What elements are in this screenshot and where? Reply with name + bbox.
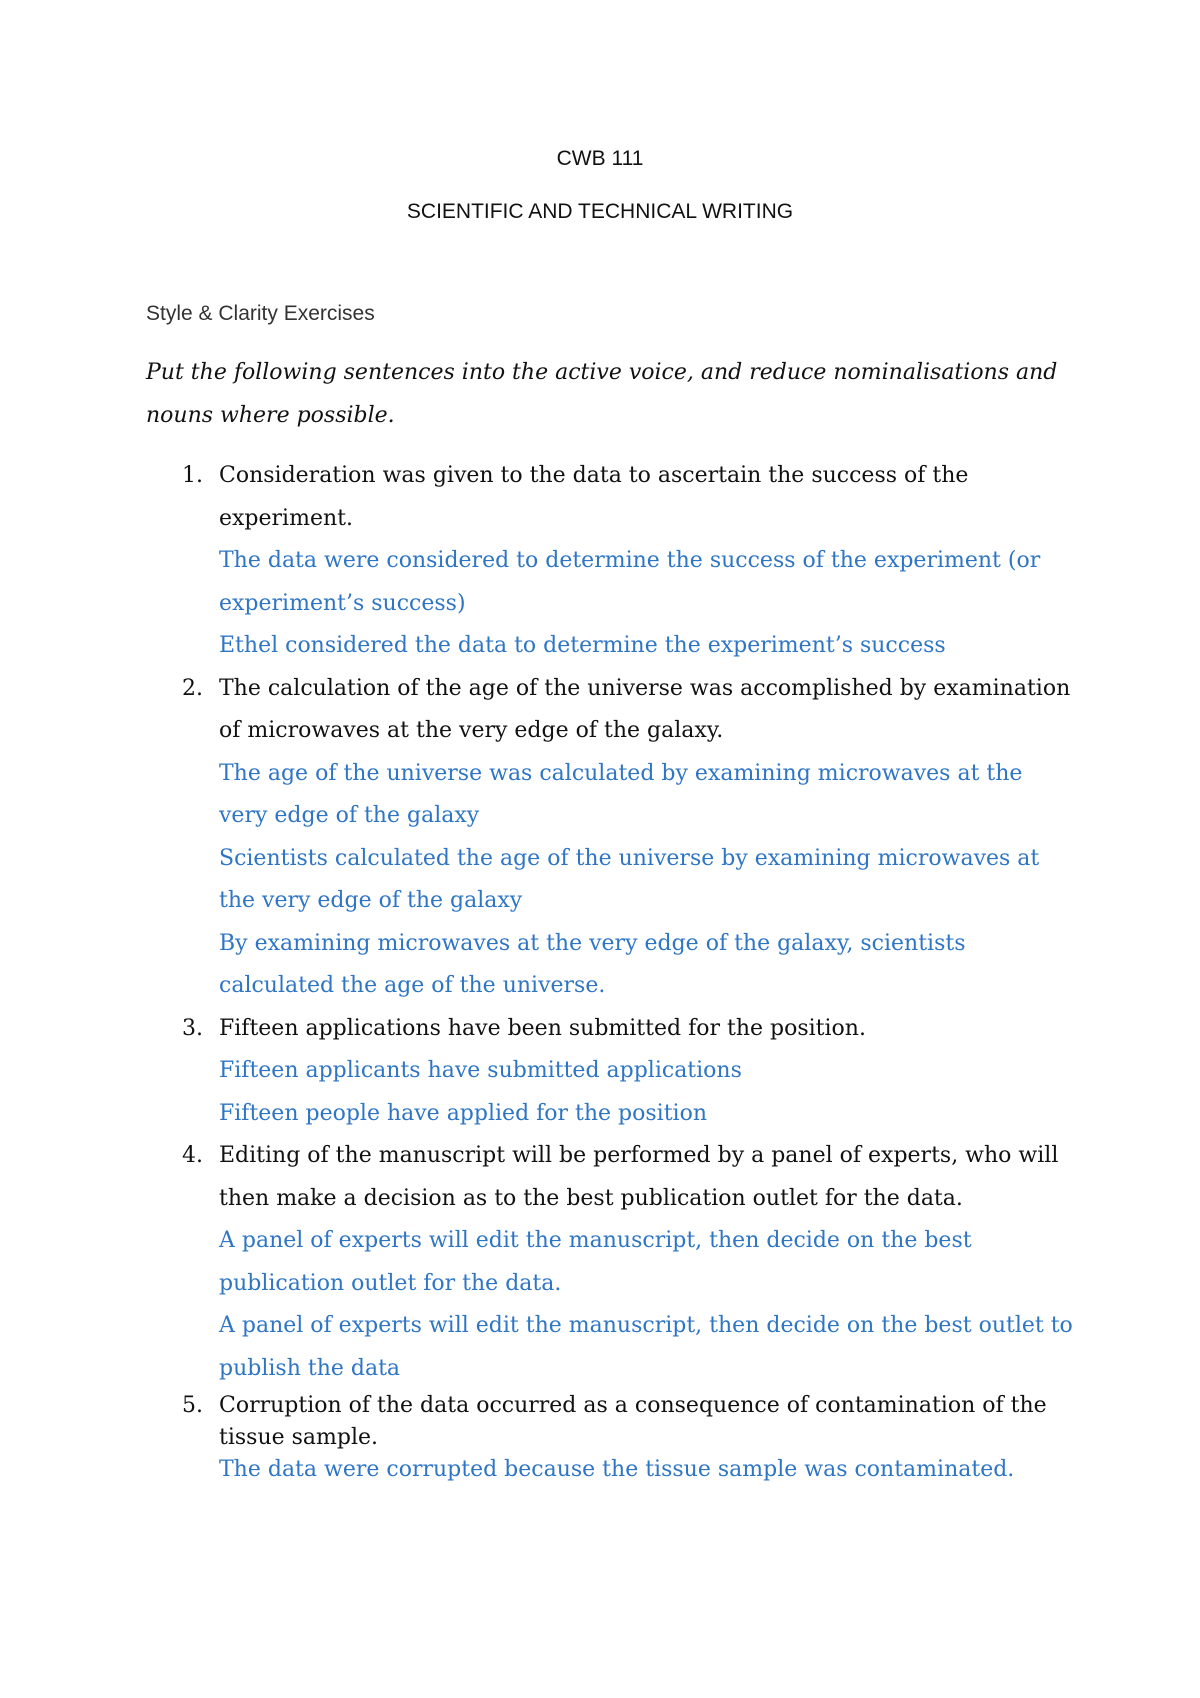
exercise-answer: Ethel considered the data to determine the experiment’s success xyxy=(219,633,946,658)
exercise-answer: The data were considered to determine the success of the experiment (or experiment’s success) xyxy=(219,548,1041,616)
exercise-question: Fifteen applications have been submitted for the position. xyxy=(219,1015,866,1041)
exercise-answer: The age of the universe was calculated by examining microwaves at the very edge of the galaxy xyxy=(219,760,1023,828)
exercise-number: 5. xyxy=(182,1393,203,1418)
exercise-answer: Scientists calculated the age of the universe by examining microwaves at the very edge of the galaxy xyxy=(219,845,1040,913)
instruction-text: Put the following sentences into the active voice, and reduce nominalisations and nouns where possible. xyxy=(146,360,1058,428)
exercise-question: Consideration was given to the data to ascertain the success of the experiment. xyxy=(219,463,969,531)
exercise-item-2 xyxy=(146,668,1076,1008)
exercise-question: Corruption of the data occurred as a consequence of contamination of the tissue sample. xyxy=(219,1393,1047,1450)
exercise-item-4 xyxy=(146,1135,1076,1390)
exercise-number: 3. xyxy=(182,1015,203,1041)
exercise-answer: A panel of experts will edit the manuscript, then decide on the best publication outlet for the data. xyxy=(219,1228,972,1296)
course-title: SCIENTIFIC AND TECHNICAL WRITING xyxy=(406,200,794,223)
exercise-answer: A panel of experts will edit the manuscript, then decide on the best outlet to publish the data xyxy=(219,1313,1073,1381)
section-heading: Style & Clarity Exercises xyxy=(146,302,375,325)
exercise-answer: Fifteen people have applied for the position xyxy=(219,1100,708,1126)
exercise-number: 4. xyxy=(182,1143,203,1168)
exercise-number: 2. xyxy=(182,675,203,701)
exercise-question: The calculation of the age of the universe was accomplished by examination of microwaves at the very edge of the galaxy. xyxy=(219,675,1071,743)
exercise-item-5 xyxy=(146,1390,1076,1486)
exercise-question: Editing of the manuscript will be performed by a panel of experts, who will then make a decision as to the best publication outlet for the data. xyxy=(219,1143,1059,1211)
exercise-number: 1. xyxy=(182,463,203,488)
exercise-answer: Fifteen applicants have submitted applications xyxy=(219,1058,742,1083)
exercise-item-1 xyxy=(146,455,1076,668)
exercise-answer: By examining microwaves at the very edge of the galaxy, scientists calculated the age of the universe. xyxy=(219,930,966,998)
exercise-answer: The data were corrupted because the tissue sample was contaminated. xyxy=(219,1457,1015,1482)
exercise-item-3 xyxy=(146,1008,1076,1136)
exercise-list xyxy=(146,455,1076,1486)
course-code: CWB 111 xyxy=(556,147,644,170)
